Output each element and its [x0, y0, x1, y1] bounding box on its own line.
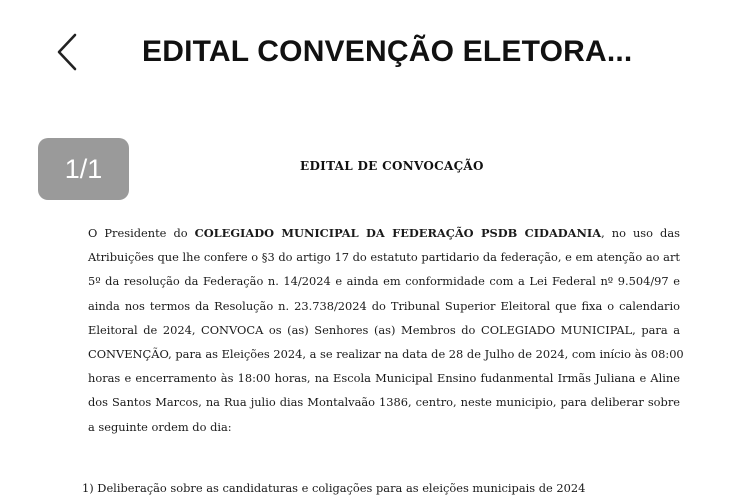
agenda-item: 1) Deliberação sobre as candidaturas e coligações para as eleições municipais de 2024 — [82, 481, 586, 495]
document-heading: EDITAL DE CONVOCAÇÃO — [300, 159, 484, 173]
paragraph-line: Eleitoral de 2024, CONVOCA os (as) Senhores (as) Membros do COLEGIADO MUNICIPAL, para a — [88, 322, 680, 337]
paragraph-line: a seguinte ordem do dia: — [88, 419, 232, 434]
document-paragraph — [88, 221, 684, 439]
organization-name: COLEGIADO MUNICIPAL DA FEDERAÇÃO PSDB CIDADANIA — [194, 226, 602, 240]
chevron-left-icon — [56, 33, 78, 71]
paragraph-line: 5º da resolução da Federação n. 14/2024 e ainda em conformidade com a Lei Federal nº 9.504/97 e — [88, 274, 680, 289]
paragraph-line: ainda nos termos da Resolução n. 23.738/2024 do Tribunal Superior Eleitoral que fixa o calendario — [88, 298, 680, 313]
back-button[interactable] — [50, 30, 84, 74]
paragraph-text: , no uso das — [601, 226, 680, 240]
page-indicator: 1/1 — [38, 138, 129, 200]
paragraph-line: CONVENÇÃO, para as Eleições 2024, a se realizar na data de 28 de Julho de 2024, com início às 08:00 — [88, 347, 684, 362]
paragraph-line: Atribuições que lhe confere o §3 do artigo 17 do estatuto partidario da federação, e em atenção ao art — [88, 250, 680, 265]
paragraph-line: horas e encerramento às 18:00 horas, na Escola Municipal Ensino fudanmental Irmãs Juliana e Aline — [88, 371, 680, 386]
paragraph-text: O Presidente do — [88, 226, 195, 240]
document-title: EDITAL CONVENÇÃO ELETORA... — [142, 35, 633, 68]
paragraph-line — [88, 221, 680, 245]
paragraph-line: dos Santos Marcos, na Rua julio dias Montalvaão 1386, centro, neste municipio, para deliberar sobre — [88, 395, 680, 410]
app-header — [0, 0, 741, 100]
